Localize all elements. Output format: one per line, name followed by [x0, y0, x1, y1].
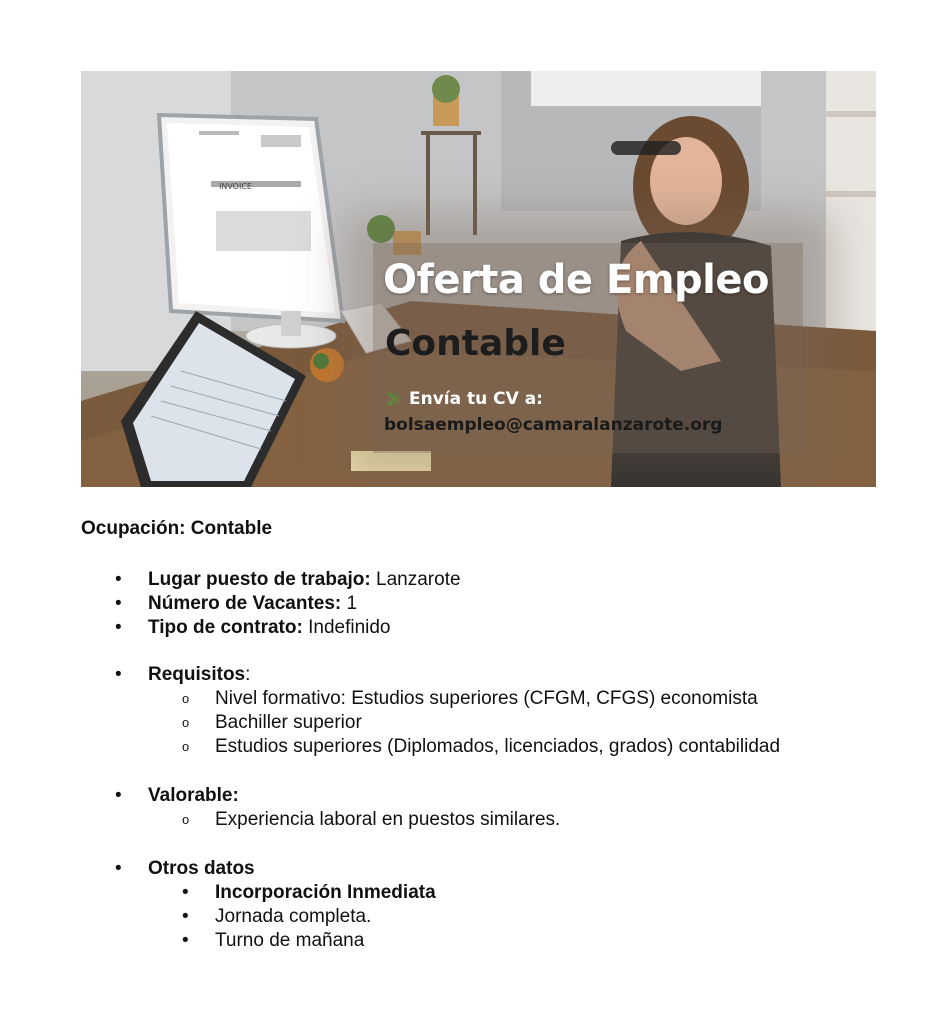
chevron-right-icon: [385, 390, 403, 408]
bullet-icon: •: [182, 882, 189, 903]
bullet-icon: •: [115, 569, 122, 590]
bullet-icon: •: [115, 858, 122, 879]
requisitos-suffix: :: [245, 664, 251, 685]
otros-text: Jornada completa.: [215, 906, 372, 927]
banner-title: Oferta de Empleo: [383, 257, 769, 303]
detail-label: Número de Vacantes:: [148, 593, 342, 614]
details-list: [81, 568, 881, 640]
requisito-text: Nivel formativo: Estudios superiores (CFGM, CFGS) economista: [215, 688, 758, 709]
bullet-icon: •: [182, 930, 189, 951]
circle-bullet-icon: o: [182, 715, 190, 730]
section-heading: [81, 663, 881, 687]
section-heading: [81, 857, 881, 881]
list-item: [81, 687, 881, 711]
banner-cta: [385, 389, 543, 409]
monitor-invoice-text: INVOICE: [219, 182, 252, 191]
valorable-text: Experiencia laboral en puestos similares.: [215, 809, 561, 830]
detail-label: Lugar puesto de trabajo:: [148, 569, 371, 590]
bullet-icon: •: [115, 617, 122, 638]
list-item: [81, 808, 881, 832]
otros-label: Otros datos: [148, 858, 255, 879]
section-heading: [81, 784, 881, 808]
bullet-icon: •: [115, 593, 122, 614]
list-item: [81, 568, 881, 592]
detail-value: 1: [346, 593, 358, 614]
occupation-heading: [81, 517, 881, 541]
requisito-text: Bachiller superior: [215, 712, 362, 733]
list-item: [81, 929, 881, 953]
list-item: [81, 616, 881, 640]
otros-text: Turno de mañana: [215, 930, 365, 951]
bullet-icon: •: [182, 906, 189, 927]
occupation-value: Contable: [190, 518, 273, 539]
bullet-icon: •: [115, 664, 122, 685]
list-item: [81, 711, 881, 735]
valorable-section: [81, 784, 881, 832]
header-banner-image: [81, 71, 876, 487]
banner-email: bolsaempleo@camaralanzarote.org: [384, 415, 723, 435]
bullet-icon: •: [115, 785, 122, 806]
requisitos-section: [81, 663, 881, 759]
detail-label: Tipo de contrato:: [148, 617, 303, 638]
job-offer-details: [81, 517, 881, 953]
requisito-text: Estudios superiores (Diplomados, licenciados, grados) contabilidad: [215, 736, 781, 757]
list-item: [81, 905, 881, 929]
list-item: [81, 735, 881, 759]
detail-value: Indefinido: [308, 617, 391, 638]
circle-bullet-icon: o: [182, 812, 190, 827]
circle-bullet-icon: o: [182, 739, 190, 754]
list-item: [81, 881, 881, 905]
requisitos-label: Requisitos: [148, 664, 246, 685]
valorable-label: Valorable:: [148, 785, 239, 806]
detail-value: Lanzarote: [376, 569, 461, 590]
occupation-label: Ocupación:: [81, 518, 186, 539]
circle-bullet-icon: o: [182, 691, 190, 706]
otros-section: [81, 857, 881, 953]
banner-cta-label: Envía tu CV a:: [409, 389, 543, 409]
banner-subtitle: Contable: [385, 323, 566, 364]
otros-text: Incorporación Inmediata: [215, 882, 436, 903]
list-item: [81, 592, 881, 616]
